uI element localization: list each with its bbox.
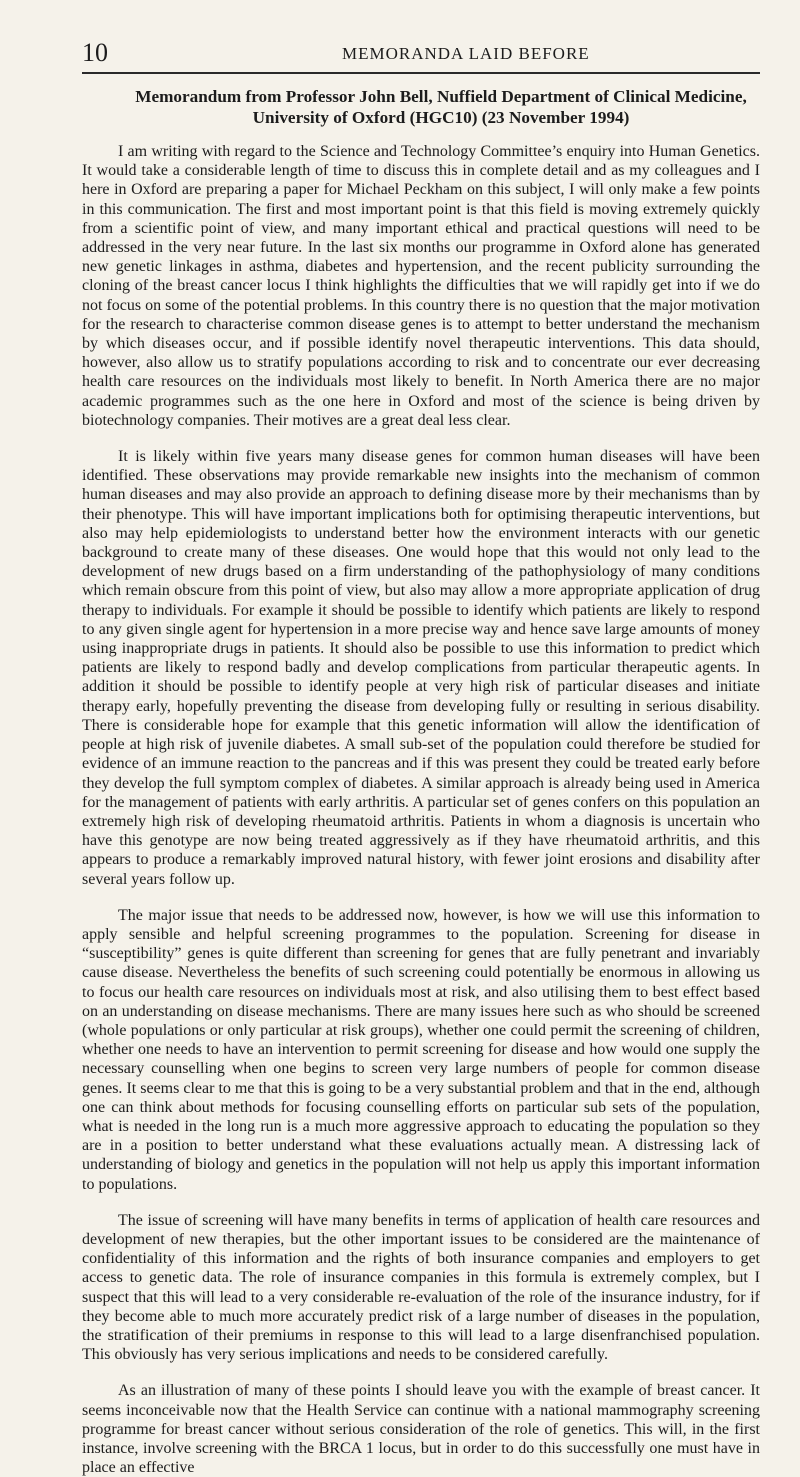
paragraph: The major issue that needs to be addressed now, however, is how we will use this information to apply sensible and helpful screening programmes to the population. Screening for disease in “susceptibility” genes is quite different than screening for genes that are fully penetrant and invariably cause disease. Nevertheless the benefits of such screening could potentially be enormous in allowing us to focus our health care resources on individuals most at risk, and also utilising them to best effect based on an understanding on disease mechanisms. There are many issues here such as who should be screened (whole populations or only particular at risk groups), whether one could permit the screening of children, whether one needs to have an intervention to permit screening for disease and how would one supply the necessary counselling when one begins to screen very large numbers of people for common disease genes. It seems clear to me that this is going to be a very substantial problem and that in the end, although one can think about methods for focusing counselling efforts on particular sub sets of the population, what is needed in the long run is a much more aggressive approach to educating the population so they are in a position to better understand what these evaluations actually mean. A distressing lack of understanding of biology and genetics in the population will not help us apply this important information to populations. <box>82 906 760 1193</box>
memorandum-title: Memorandum from Professor John Bell, Nuffield Department of Clinical Medicine, University of Oxford (HGC10) (23 November 1994) <box>135 87 747 127</box>
running-title: MEMORANDA LAID BEFORE <box>342 44 590 63</box>
running-head <box>82 0 760 72</box>
paragraph: I am writing with regard to the Science and Technology Committee’s enquiry into Human Genetics. It would take a considerable length of time to discuss this in complete detail and as my colleagues and I here in Oxford are preparing a paper for Michael Peckham on this subject, I will only make a few points in this communication. The first and most important point is that this field is moving extremely quickly from a scientific point of view, and many important ethical and practical questions will need to be addressed in the very near future. In the last six months our programme in Oxford alone has generated new genetic linkages in asthma, diabetes and hypertension, and the recent publicity surrounding the cloning of the breast cancer locus I think highlights the difficulties that we will rapidly get into if we do not focus on some of the potential problems. In this country there is no question that the major motivation for the research to characterise common disease genes is to attempt to better understand the mechanism by which diseases occur, and if possible identify novel therapeutic interventions. This data should, however, also allow us to stratify populations according to risk and to concentrate our ever decreasing health care resources on the individuals most likely to benefit. In North America there are no major academic programmes such as the one here in Oxford and most of the science is being driven by biotechnology companies. Their motives are a great deal less clear. <box>82 143 760 429</box>
page-number: 10 <box>82 38 108 67</box>
paragraph: The issue of screening will have many benefits in terms of application of health care resources and development of new therapies, but the other important issues to be considered are the maintenance of confidentiality of this information and the rights of both insurance companies and employers to get access to genetic data. The role of insurance companies in this formula is extremely complex, but I suspect that this will lead to a very considerable re-evaluation of the role of the insurance industry, for if they become able to much more accurately predict risk of a large number of diseases in the population, the stratification of their premiums in response to this will lead to a large disenfranchised population. This obviously has very serious implications and needs to be considered carefully. <box>82 1211 760 1364</box>
header-rule <box>82 72 760 74</box>
paragraph: It is likely within five years many disease genes for common human diseases will have been identified. These observations may provide remarkable new insights into the mechanism of common human diseases and may also provide an approach to defining disease more by their mechanisms than by their phenotype. This will have important implications both for optimising therapeutic interventions, but also may help epidemiologists to understand better how the environment interacts with our genetic background to create many of these diseases. One would hope that this would not only lead to the development of new drugs based on a firm understanding of the pathophysiology of many conditions which remain obscure from this point of view, but also may allow a more appropriate application of drug therapy to individuals. For example it should be possible to identify which patients are likely to respond to any given single agent for hypertension in a more precise way and hence save large amounts of money using inappropriate drugs in patients. It should also be possible to use this information to predict which patients are likely to respond badly and develop complications from particular therapeutic agents. In addition it should be possible to identify people at very high risk of particular diseases and initiate therapy early, hopefully preventing the disease from developing fully or resulting in serious disability. There is considerable hope for example that this genetic information will allow the identification of people at high risk of juvenile diabetes. A small sub-set of the population could therefore be studied for evidence of an immune reaction to the pancreas and if this was present they could be treated early before they develop the full symptom complex of diabetes. A similar approach is already being used in America for the management of patients with early arthritis. A particular set of genes confers on this population an extremely high risk of developing rheumatoid arthritis. Patients in whom a diagnosis is uncertain who have this genotype are now being treated aggressively as if they have rheumatoid arthritis, and this appears to produce a remarkably improved natural history, with fewer joint erosions and disability after several years follow up. <box>82 448 760 888</box>
memorandum-body <box>82 142 760 1477</box>
paragraph: As an illustration of many of these points I should leave you with the example of breast cancer. It seems inconceivable now that the Health Service can continue with a national mammography screening programme for breast cancer without serious consideration of the role of genetics. This will, in the first instance, involve screening with the BRCA 1 locus, but in order to do this successfully one must have in place an effective <box>82 1382 760 1477</box>
